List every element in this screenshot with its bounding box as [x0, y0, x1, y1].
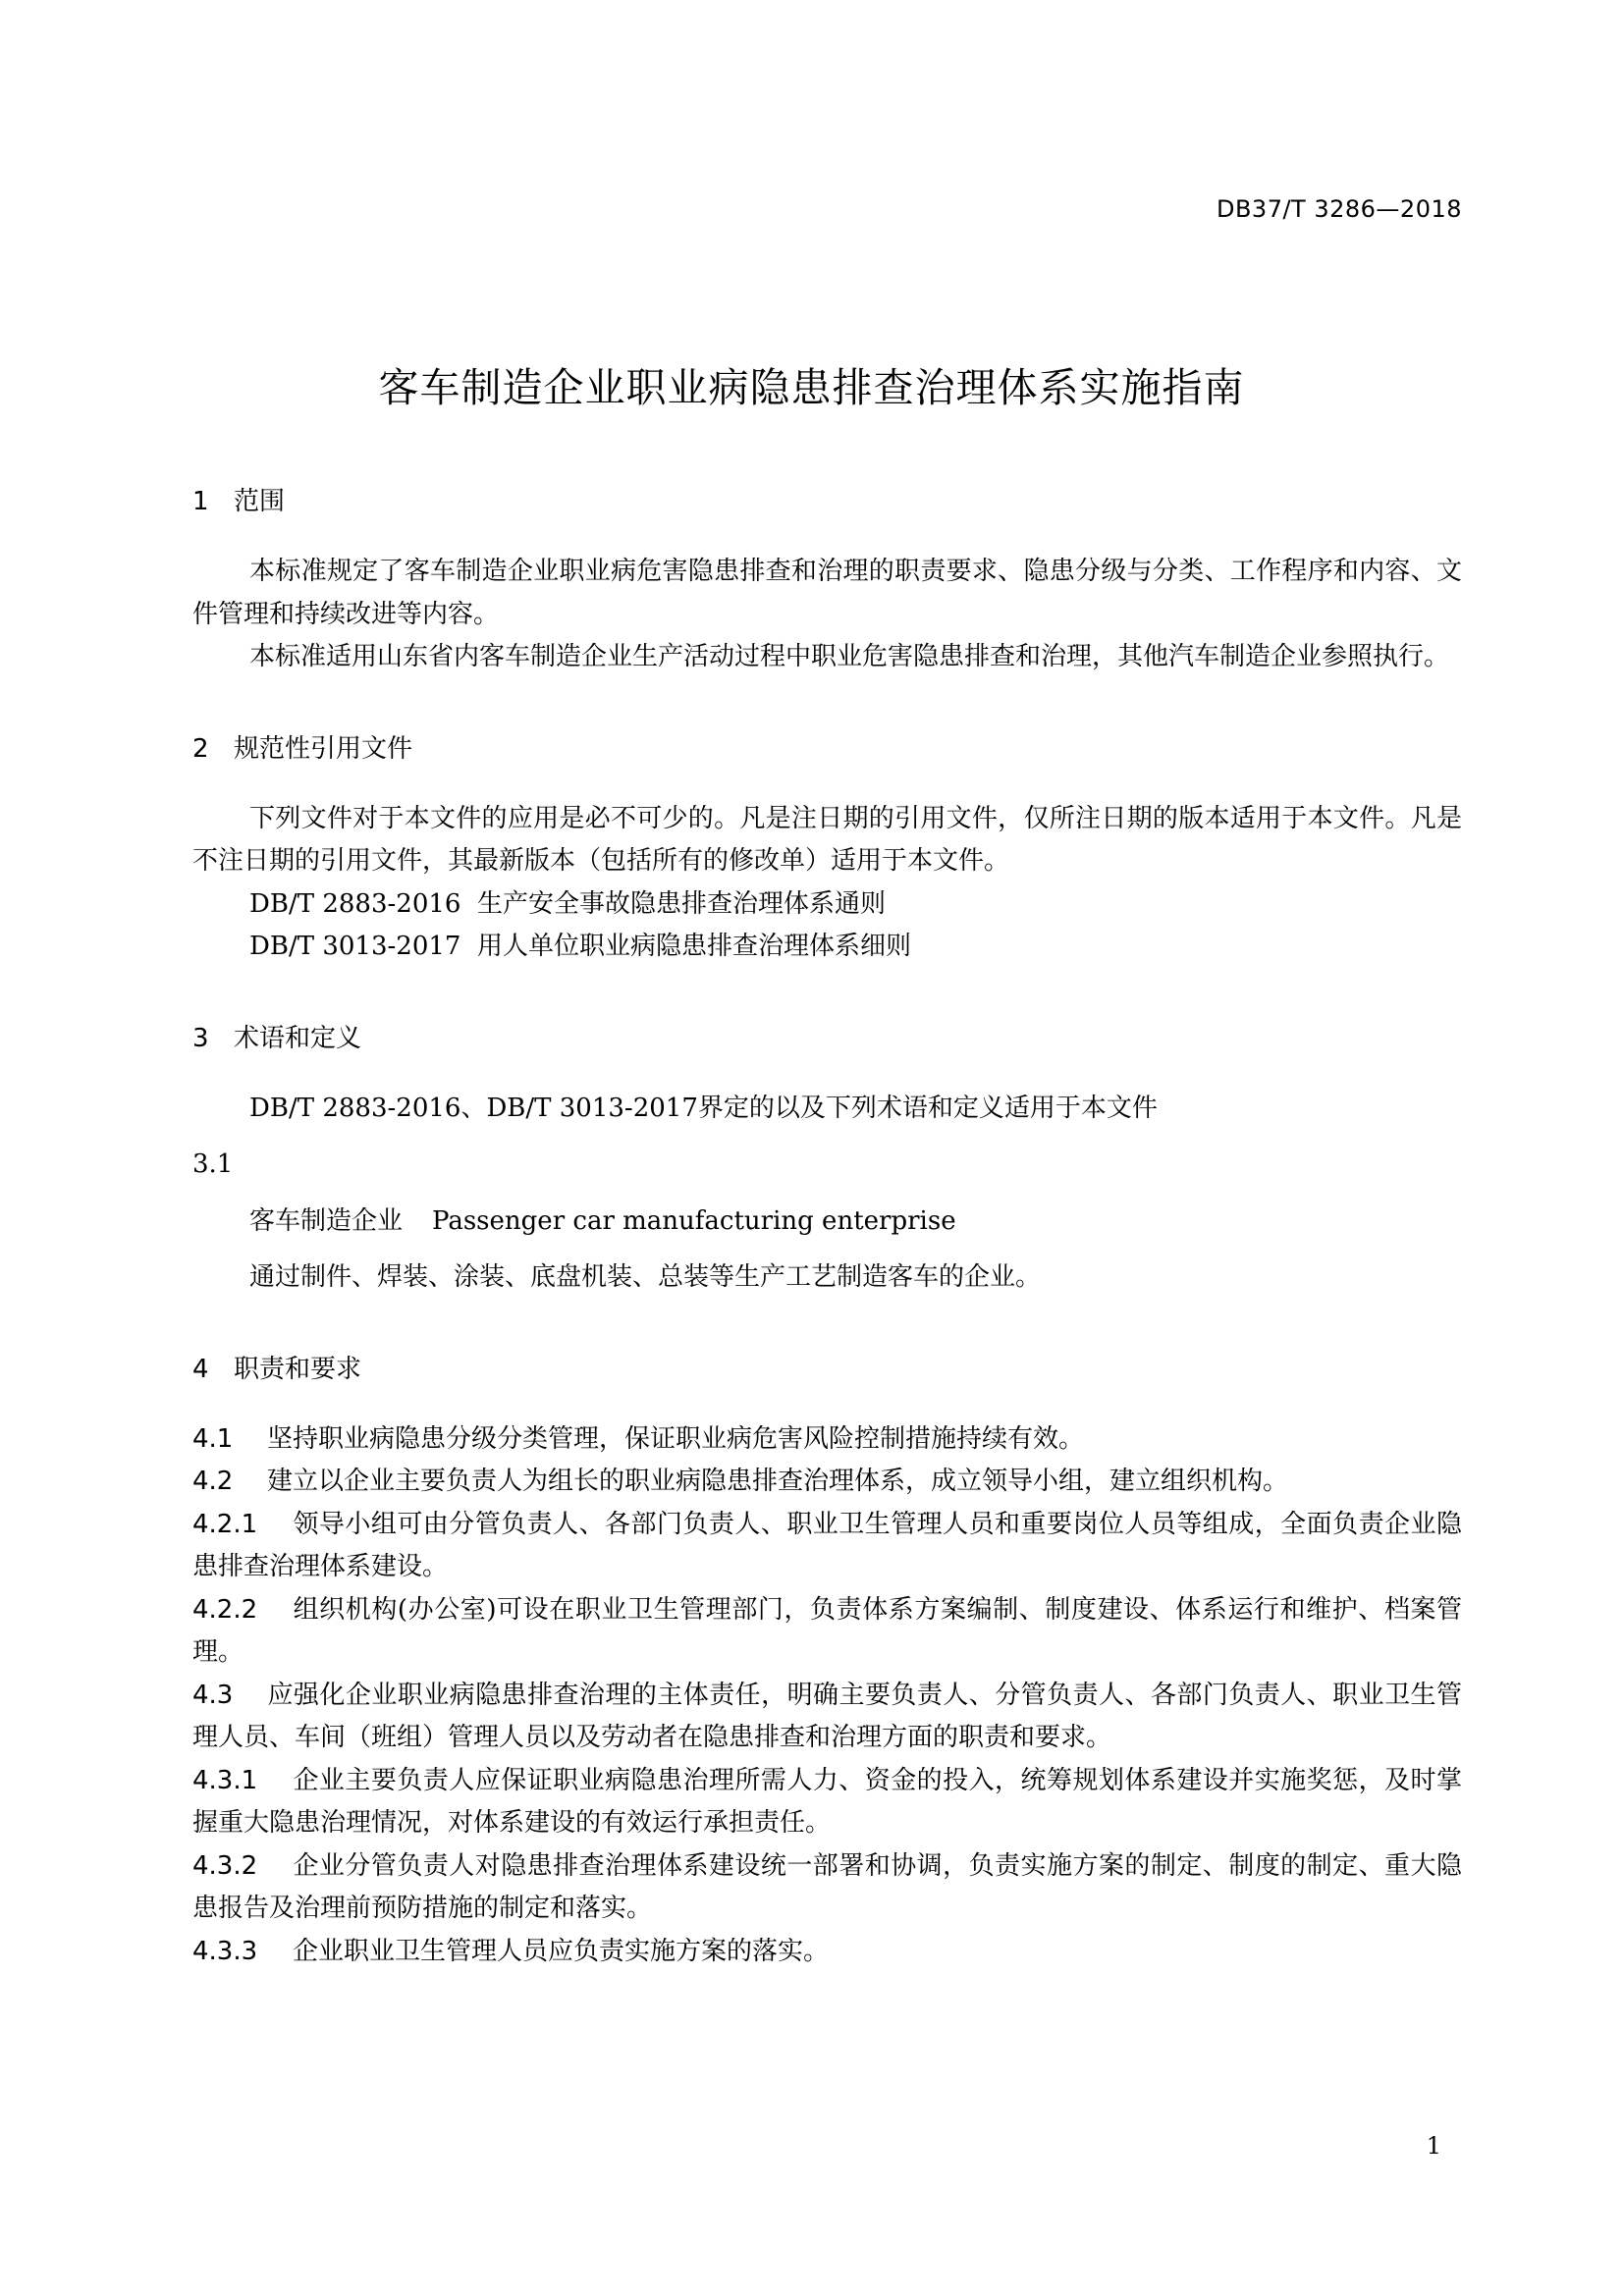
- reference-code: DB/T 3013-2017: [249, 932, 461, 961]
- document-code: DB37/T 3286—2018: [1216, 195, 1462, 223]
- clause-text: 应强化企业职业病隐患排查治理的主体责任，明确主要负责人、分管负责人、各部门负责人、职业卫生管理人员、车间（班组）管理人员以及劳动者在隐患排查和治理方面的职责和要求。: [192, 1680, 1462, 1752]
- reference-title: 生产安全事故隐患排查治理体系通则: [477, 888, 887, 919]
- term-definition: 通过制件、焊装、涂装、底盘机装、总装等生产工艺制造客车的企业。: [249, 1262, 1042, 1292]
- clause-number: 4.3.2: [192, 1850, 258, 1881]
- reference-title: 用人单位职业病隐患排查治理体系细则: [477, 932, 912, 961]
- section-title: 范围: [234, 487, 286, 516]
- page-title: 客车制造企业职业病隐患排查治理体系实施指南: [378, 364, 1245, 411]
- section-heading-normative-references: [192, 728, 1462, 771]
- clause-text: 组织机构(办公室)可设在职业卫生管理部门，负责体系方案编制、制度建设、体系运行和维护、档案管理。: [192, 1594, 1462, 1667]
- section-title: 职责和要求: [234, 1354, 362, 1384]
- page-number: 1: [1426, 2132, 1441, 2160]
- paragraph: DB/T 2883-2016、DB/T 3013-2017界定的以及下列术语和定义适用于本文件: [249, 1093, 1158, 1123]
- clause-number: 4.3.1: [192, 1765, 258, 1795]
- reference-code: DB/T 2883-2016: [249, 888, 461, 919]
- clause-number: 4.1: [192, 1423, 234, 1454]
- clause: [192, 1418, 1462, 1462]
- document-body: [192, 481, 1462, 1973]
- clause-text: 企业职业卫生管理人员应负责实施方案的落实。: [293, 1936, 830, 1966]
- clause-number: 4.2.1: [192, 1509, 258, 1539]
- section-title: 术语和定义: [234, 1023, 362, 1053]
- section-title: 规范性引用文件: [234, 733, 413, 764]
- section-number: 1: [192, 487, 209, 516]
- clause-text: 企业主要负责人应保证职业病隐患治理所需人力、资金的投入，统筹规划体系建设并实施奖惩，及时掌握重大隐患治理情况，对体系建设的有效运行承担责任。: [192, 1765, 1462, 1838]
- clause: [192, 1589, 1462, 1675]
- term-chinese: 客车制造企业: [249, 1205, 404, 1236]
- term-english: Passenger car manufacturing enterprise: [432, 1205, 956, 1236]
- clause: [192, 1504, 1462, 1589]
- clause: [192, 1845, 1462, 1931]
- clause: [192, 1675, 1462, 1760]
- section-heading-scope: [192, 481, 1462, 523]
- section-number: 2: [192, 733, 209, 764]
- reference-item: [192, 883, 1462, 927]
- section-heading-responsibilities: [192, 1349, 1462, 1391]
- clause-number: 4.3: [192, 1680, 234, 1710]
- term-number: 3.1: [192, 1149, 234, 1179]
- section-number: 3: [192, 1023, 209, 1053]
- paragraph: 下列文件对于本文件的应用是必不可少的。凡是注日期的引用文件，仅所注日期的版本适用于本文件。凡是不注日期的引用文件，其最新版本（包括所有的修改单）适用于本文件。: [192, 803, 1462, 876]
- section-heading-terms-and-definitions: [192, 1018, 1462, 1060]
- clause-text: 坚持职业病隐患分级分类管理，保证职业病危害风险控制措施持续有效。: [267, 1423, 1085, 1454]
- clause-number: 4.2: [192, 1467, 234, 1496]
- clause-text: 建立以企业主要负责人为组长的职业病隐患排查治理体系，成立领导小组，建立组织机构。: [267, 1467, 1289, 1496]
- clause: [192, 1461, 1462, 1504]
- clause: [192, 1931, 1462, 1974]
- clause-text: 企业分管负责人对隐患排查治理体系建设统一部署和协调，负责实施方案的制定、制度的制定、重大隐患报告及治理前预防措施的制定和落实。: [192, 1850, 1462, 1923]
- paragraph: 本标准规定了客车制造企业职业病危害隐患排查和治理的职责要求、隐患分级与分类、工作程序和内容、文件管理和持续改进等内容。: [192, 557, 1462, 629]
- term-entry: [192, 1201, 1462, 1244]
- section-number: 4: [192, 1354, 209, 1384]
- clause-number: 4.3.3: [192, 1936, 258, 1966]
- reference-item: [192, 926, 1462, 969]
- clause-number: 4.2.2: [192, 1594, 258, 1625]
- clause-text: 领导小组可由分管负责人、各部门负责人、职业卫生管理人员和重要岗位人员等组成，全面负责企业隐患排查治理体系建设。: [192, 1509, 1462, 1581]
- paragraph: 本标准适用山东省内客车制造企业生产活动过程中职业危害隐患排查和治理，其他汽车制造企业参照执行。: [249, 642, 1450, 671]
- clause: [192, 1760, 1462, 1845]
